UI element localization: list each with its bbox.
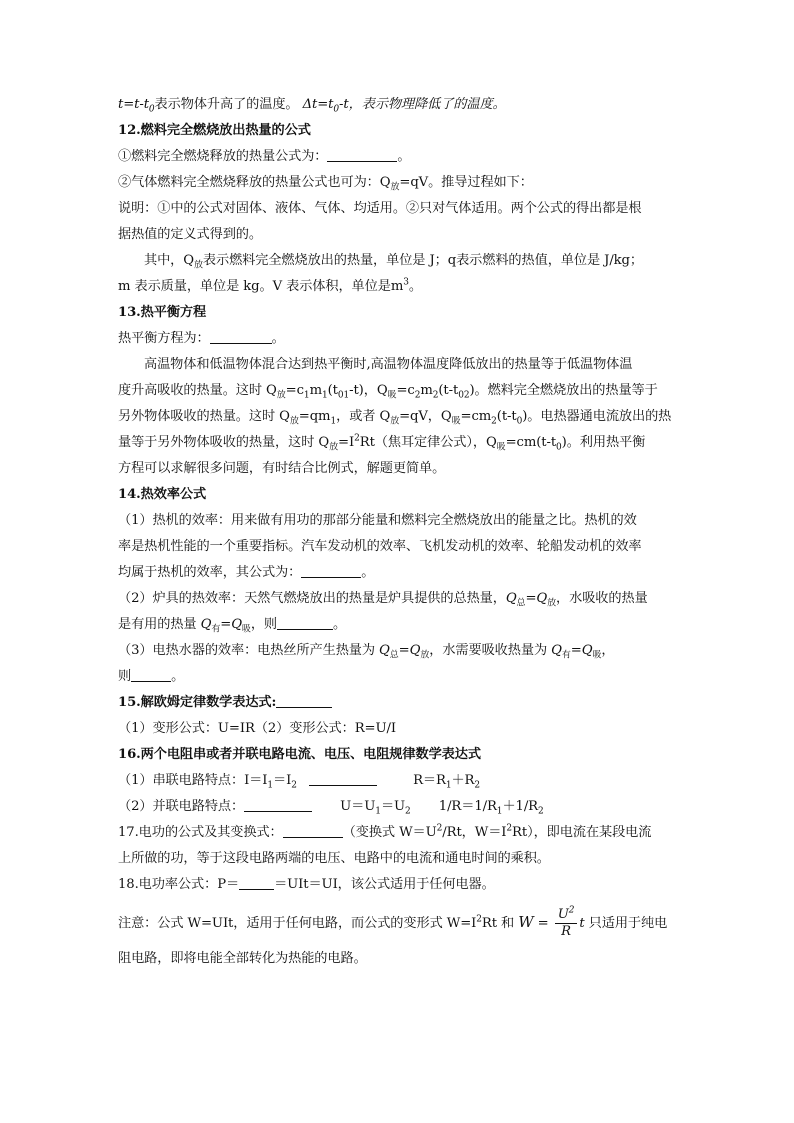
line-15-1: （1）变形公式：U=IR（2）变形公式：R=U/I [118, 721, 396, 736]
line-13-6: 方程可以求解很多问题，有时结合比例式，解题更简单。 [118, 461, 446, 476]
line-13-2: 高温物体和低温物体混合达到热平衡时,高温物体温度降低放出的热量等于低温物体温 [144, 357, 633, 372]
document-page [118, 92, 680, 972]
heading-16: 16.两个电阻串或者并联电路电流、电压、电阻规律数学表达式 [118, 747, 481, 762]
heading-15: 15.解欧姆定律数学表达式: [118, 690, 680, 716]
line-13-5: 量等于另外物体吸收的热量，这时 $Q_放=I^2Rt$（焦耳定律公式），$Q_吸=cm(t-t_0)$。利用热平衡 [118, 433, 646, 453]
line-17-1: 17.电功的公式及其变换式： （变换式 $W=U^2/Rt$，$W=I^2Rt$），即电流在某段电流 [118, 823, 652, 840]
line-12-5: 其中，$Q_放$表示燃料完全燃烧放出的热量，单位是 J；q表示燃料的热值，单位是 J/kg； [144, 253, 643, 271]
line-14-7: 则 。 [118, 669, 185, 684]
answer-blank [244, 798, 312, 812]
line-14-3: 均属于热机的效率，其公式为： 。 [118, 565, 375, 580]
line-13-4: 另外物体吸收的热量。这时 $Q_放=qm_1$，或者 $Q_放=qV$，$Q_吸=cm_2(t-t_0)$。电热器通电流放出的热 [118, 409, 672, 427]
line-14-1: （1）热机的效率：用来做有用功的那部分能量和燃料完全燃烧放出的能量之比。热机的效 [118, 513, 637, 528]
answer-blank [239, 876, 274, 890]
line-12-6: m 表示质量，单位是 kg。V 表示体积，单位是$m^3$。 [118, 277, 422, 294]
heading-12: 12.燃料完全燃烧放出热量的公式 [118, 123, 311, 138]
line-12-1: ①燃料完全燃烧释放的热量公式为： 。 [118, 149, 411, 164]
line-note: 注意：公式 W=UIt，适用于任何电路，而公式的变形式 $W=I^2Rt$ 和 W = $\frac{U^2}{R}$ t 只适用于纯电 [118, 905, 668, 939]
answer-blank [283, 824, 343, 838]
answer-blank [210, 330, 272, 344]
answer-blank [131, 668, 171, 682]
answer-blank [276, 694, 332, 708]
line-14-5: 是有用的热量 $Q_有=Q_吸$，则 。 [118, 617, 347, 635]
line-17-2: 上所做的功，等于这段电路两端的电压、电路中的电流和通电时间的乘积。 [118, 851, 550, 866]
line-14-2: 率是热机性能的一个重要指标。汽车发动机的效率、飞机发动机的效率、轮船发动机的效率 [118, 539, 642, 554]
heading-14: 14.热效率公式 [118, 487, 207, 502]
line-13-3: 度升高吸收的热量。这时 $Q_放=c_1m_1(t_{01}-t)$，$Q_吸=c_2m_2(t-t_{02})$。燃料完全燃烧放出的热量等于 [118, 383, 658, 401]
line-note-2: 阻电路，即将电能全部转化为热能的电路。 [118, 951, 367, 966]
heading-13: 13.热平衡方程 [118, 305, 207, 320]
line-14-6: （3）电热水器的效率：电热丝所产生热量为 $Q_总=Q_放$，水需要吸收热量为 $Q_有=Q_吸$， [118, 643, 615, 661]
line-12-2: ②气体燃料完全燃烧释放的热量公式也可为：$Q_放=qV$。推导过程如下： [118, 175, 533, 193]
line-12-4: 据热值的定义式得到的。 [118, 227, 262, 242]
line-16-2: （2）并联电路特点： $U=U_1=U_2$ $1/R=1/R_1+1/R_2$ [118, 799, 544, 817]
answer-blank [309, 772, 377, 786]
answer-blank [301, 564, 361, 578]
line-16-1: （1）串联电路特点：$I=I_1=I_2$ $R=R_1+R_2$ [118, 773, 481, 791]
line-18-1: 18.电功率公式：P＝ ＝UIt＝UI，该公式适用于任何电器。 [118, 877, 495, 892]
line-14-4: （2）炉具的热效率：天然气燃烧放出的热量是炉具提供的总热量，$Q_总=Q_放$，水吸收的热量 [118, 591, 648, 609]
line-temperature-change: $t=t-t_0$表示物体升高了的温度。 $\Delta t=t_0-t$，表示物理降低了的温度。 [118, 97, 506, 115]
answer-blank [327, 148, 397, 162]
answer-blank [277, 616, 333, 630]
line-13-1: 热平衡方程为： 。 [118, 331, 285, 346]
line-12-3: 说明：①中的公式对固体、液体、气体、均适用。②只对气体适用。两个公式的得出都是根 [118, 201, 642, 216]
formula-fraction: $\frac{U^2}{R}$ [555, 907, 578, 940]
